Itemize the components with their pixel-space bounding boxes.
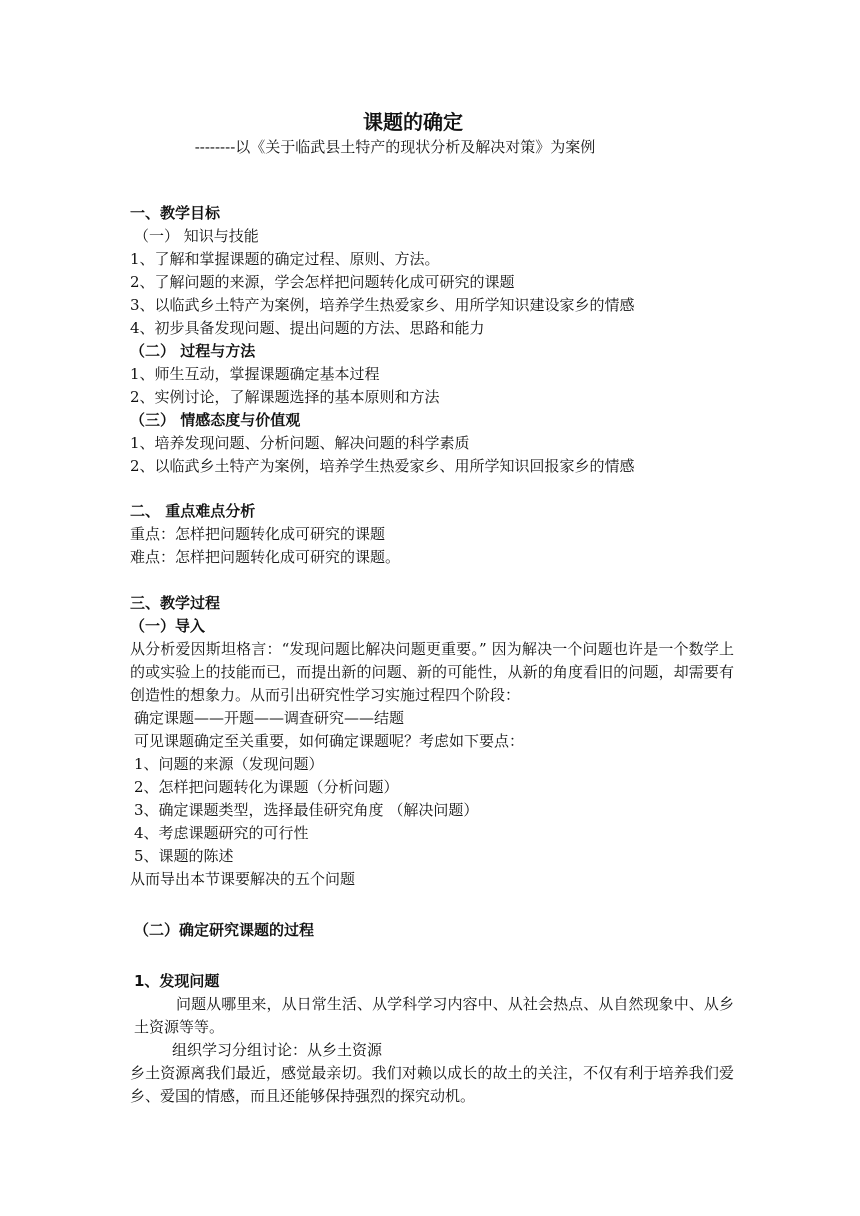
list-item: 5、课题的陈述 bbox=[134, 847, 234, 865]
list-item: 2、了解问题的来源，学会怎样把问题转化成可研究的课题 bbox=[130, 273, 515, 291]
document-title: 课题的确定 bbox=[363, 110, 463, 134]
stages-text: 确定课题——开题——调查研究——结题 bbox=[134, 709, 405, 727]
list-item: 3、以临武乡土特产为案例，培养学生热爱家乡、用所学知识建设家乡的情感 bbox=[130, 296, 635, 314]
spacer bbox=[130, 942, 734, 970]
step-paragraph: 乡土资源离我们最近，感觉最亲切。我们对赖以成长的故土的关注，不仅有利于培养我们爱乡、爱国的情感，而且还能够保持强烈的探究动机。 bbox=[130, 1064, 734, 1105]
step-paragraph: 问题从哪里来，从日常生活、从学科学习内容中、从社会热点、从自然现象中、从乡土资源等等。 bbox=[134, 995, 734, 1036]
step-discussion-text: 组织学习分组讨论：从乡土资源 bbox=[172, 1041, 383, 1059]
list-item: 1、师生互动，掌握课题确定基本过程 bbox=[130, 365, 380, 383]
list-item: 4、初步具备发现问题、提出问题的方法、思路和能力 bbox=[130, 319, 485, 337]
list-item: 2、以临武乡土特产为案例，培养学生热爱家乡、用所学知识回报家乡的情感 bbox=[130, 457, 635, 475]
difficult-point-text: 难点：怎样把问题转化成可研究的课题。 bbox=[130, 548, 401, 566]
list-item: 2、实例讨论，了解课题选择的基本原则和方法 bbox=[130, 388, 440, 406]
subsection-heading-topic-process: （二）确定研究课题的过程 bbox=[134, 921, 315, 939]
section-heading-key-points: 二、 重点难点分析 bbox=[130, 502, 256, 520]
section-heading-objectives: 一、教学目标 bbox=[130, 204, 221, 222]
subsection-heading-process: （二） 过程与方法 bbox=[130, 342, 256, 360]
list-item: 1、培养发现问题、分析问题、解决问题的科学素质 bbox=[130, 434, 470, 452]
step-heading-find-problem: 1、发现问题 bbox=[134, 972, 220, 990]
list-item: 4、考虑课题研究的可行性 bbox=[134, 824, 309, 842]
subsection-heading-attitude: （三） 情感态度与价值观 bbox=[130, 411, 301, 429]
list-item: 3、确定课题类型，选择最佳研究角度 （解决问题） bbox=[134, 801, 479, 819]
spacer bbox=[130, 569, 734, 592]
document-subtitle: --------以《关于临武县土特产的现状分析及解决对策》为案例 bbox=[194, 138, 596, 156]
subsection-heading-knowledge: （一） 知识与技能 bbox=[134, 227, 259, 245]
lead-text: 可见课题确定至关重要，如何确定课题呢？考虑如下要点： bbox=[134, 732, 525, 750]
list-item: 1、了解和掌握课题的确定过程、原则、方法。 bbox=[130, 250, 440, 268]
list-item: 2、怎样把问题转化为课题（分析问题） bbox=[134, 778, 399, 796]
subsection-heading-intro: （一）导入 bbox=[130, 617, 206, 635]
spacer bbox=[130, 478, 734, 500]
conclusion-text: 从而导出本节课要解决的五个问题 bbox=[130, 870, 356, 888]
key-point-text: 重点：怎样把问题转化成可研究的课题 bbox=[130, 525, 386, 543]
intro-paragraph: 从分析爱因斯坦格言：“发现问题比解决问题更重要。” 因为解决一个问题也许是一个数学上的或实验上的技能而已，而提出新的问题、新的可能性，从新的角度看旧的问题，却需要有创造性的想象力。从而引出研究性学习实施过程四个阶段： bbox=[130, 640, 734, 704]
section-heading-teaching-process: 三、教学过程 bbox=[130, 594, 221, 612]
document-body bbox=[130, 202, 734, 1108]
spacer bbox=[130, 891, 734, 919]
list-item: 1、问题的来源（发现问题） bbox=[134, 755, 324, 773]
